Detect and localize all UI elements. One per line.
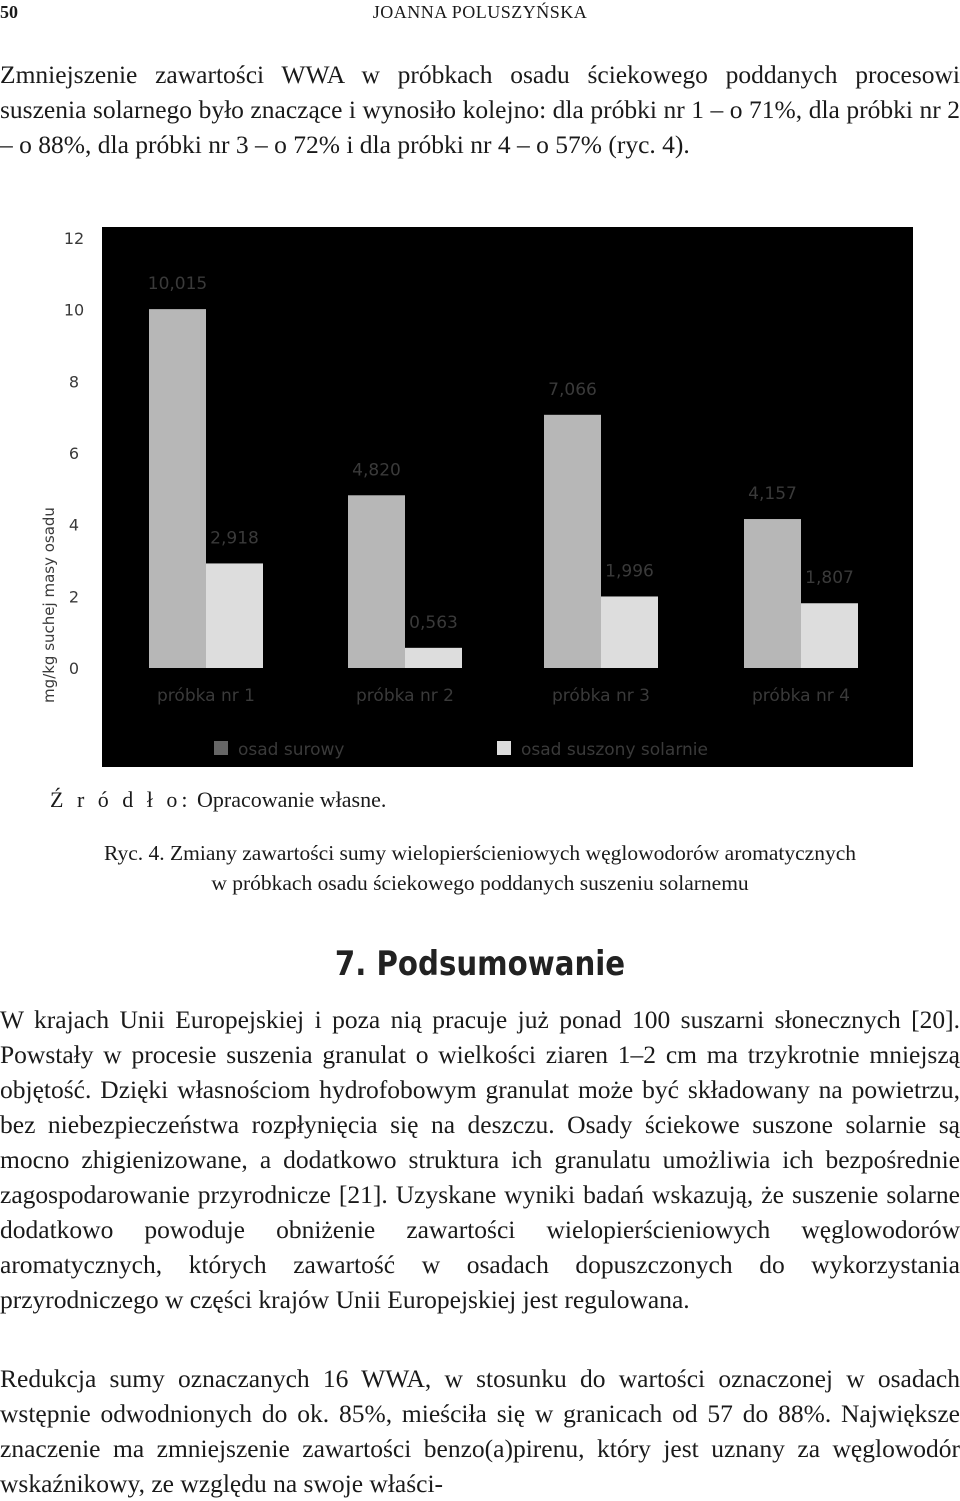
x-category-label: próbka nr 2 <box>356 686 454 706</box>
figure-caption-line-2: w próbkach osadu ściekowego poddanych suszeniu solarnemu <box>211 871 749 895</box>
bar-value-label: 0,563 <box>409 612 458 633</box>
section-title: 7. Podsumowanie <box>334 944 626 984</box>
y-tick-label: 0 <box>68 659 80 678</box>
bar-dried-3 <box>601 596 658 668</box>
summary-paragraph-2: Redukcja sumy oznaczanych 16 WWA, w stosunku do wartości oznaczonej w osadach wstępnie odwodnionych do ok. 85%, mieściła się w granicach od 57 do 88%. Największe znaczenie ma zmniejszenie zawartości benzo(a)pirenu, który jest uznany za węglowodór wskaźnikowy, ze względu na swoje właści- <box>0 1364 960 1498</box>
x-category-label: próbka nr 4 <box>752 686 850 706</box>
intro-paragraph: Zmniejszenie zawartości WWA w próbkach osadu ściekowego poddanych procesowi suszenia solarnego było znaczące i wynosiło kolejno: dla próbki nr 1 – o 71%, dla próbki nr 2 – o 88%, dla próbki nr 3 – o 72% i dla próbki nr 4 – o 57% (ryc. 4). <box>0 60 960 159</box>
figure-chart <box>30 225 915 770</box>
bar-dried-1 <box>206 563 263 668</box>
x-category-label: próbka nr 1 <box>157 686 255 706</box>
running-head <box>0 2 960 26</box>
figure-caption-line-1: Ryc. 4. Zmiany zawartości sumy wielopierścieniowych węglowodorów aromatycznych <box>103 841 857 865</box>
figure-source <box>50 787 386 813</box>
page-number: 50 <box>0 2 18 22</box>
y-tick-label: 12 <box>63 229 85 248</box>
bar-value-label: 4,157 <box>748 484 797 505</box>
summary-paragraph-1: W krajach Unii Europejskiej i poza nią pracuje już ponad 100 suszarni słonecznych [20]. Powstały w procesie suszenia granulat o wielkości ziaren 1–2 cm ma trzykrotnie mniejszą objętość. Dzięki własnościom hydrofobowym granulat może być składowany na powietrzu, bez niebezpieczeństwa rozpłynięcia się na deszczu. Osady ściekowe suszone solarnie są mocno zhigienizowane, a dodatkowo struktura ich granulatu umożliwia ich bezpośrednie zagospodarowanie przyrodnicze [21]. Uzyskane wyniki badań wskazują, że suszenie solarne dodatkowo powoduje obniżenie zawartości wielopierścieniowych węglowodorów aromatycznych, których zawartość w osadach dopuszczonych do wykorzystania przyrodniczego w części krajów Unii Europejskiej jest regulowana. <box>0 1005 960 1314</box>
legend-swatch <box>214 741 228 755</box>
bar-raw-1 <box>149 309 206 668</box>
bar-chart <box>30 225 915 770</box>
running-head-author: JOANNA POLUSZYŃSKA <box>372 2 588 22</box>
bar-value-label: 1,996 <box>605 561 654 582</box>
bar-dried-4 <box>801 603 858 668</box>
legend-label: osad suszony solarnie <box>521 740 708 760</box>
bar-raw-4 <box>744 519 801 668</box>
legend-label: osad surowy <box>238 740 345 760</box>
bar-value-label: 1,807 <box>805 568 854 589</box>
bar-raw-2 <box>348 495 405 668</box>
x-category-label: próbka nr 3 <box>552 686 650 706</box>
bar-value-label: 4,820 <box>352 460 401 481</box>
bar-value-label: 2,918 <box>210 528 259 549</box>
y-tick-label: 6 <box>68 444 80 463</box>
y-tick-label: 8 <box>68 372 80 392</box>
source-text: Opracowanie własne. <box>197 787 387 812</box>
bar-dried-2 <box>405 648 462 668</box>
y-axis-label: mg/kg suchej masy osadu <box>40 507 58 703</box>
y-tick-label: 10 <box>63 300 85 320</box>
y-tick-label: 4 <box>68 515 80 535</box>
legend-swatch <box>497 741 511 755</box>
bar-value-label: 10,015 <box>147 274 208 295</box>
bar-raw-3 <box>544 415 601 668</box>
y-tick-label: 2 <box>68 587 80 607</box>
bar-value-label: 7,066 <box>548 379 597 400</box>
source-label: Ź r ó d ł o: <box>50 787 192 812</box>
